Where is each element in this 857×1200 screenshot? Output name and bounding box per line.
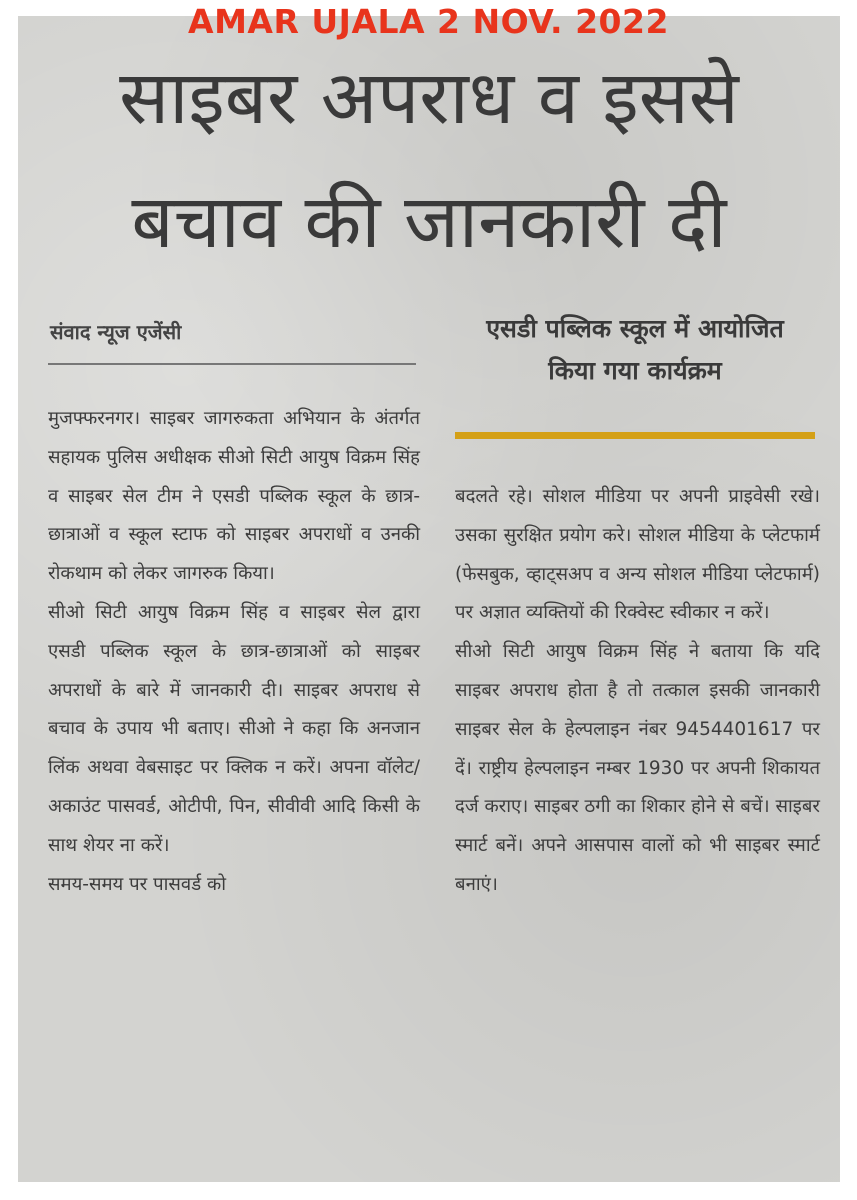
subheadline: एसडी पब्लिक स्कूल में आयोजित किया गया कार्यक्रम (486, 314, 784, 385)
headline-line-2: बचाव की जानकारी दी (131, 179, 727, 265)
byline: संवाद न्यूज एजेंसी (50, 320, 182, 344)
source-label: AMAR UJALA 2 NOV. 2022 (188, 2, 669, 41)
subheadline-accent-rule (455, 432, 815, 439)
article-column-1: मुजफ्फरनगर। साइबर जागरुकता अभियान के अंतर्गत सहायक पुलिस अधीक्षक सीओ सिटी आयुष विक्रम सिंह व साइबर सेल टीम ने एसडी पब्लिक स्कूल के छात्र-छात्राओं व स्कूल स्टाफ को साइबर अपराधों व उनकी रोकथाम को लेकर जागरुक किया। सीओ सिटी आयुष विक्रम सिंह व साइबर सेल द्वारा एसडी पब्लिक स्कूल के छात्र-छात्राओं को साइबर अपराधों के बारे में जानकारी दी। साइबर अपराध से बचाव के उपाय भी बताए। सीओ ने कहा कि अनजान लिंक अथवा वेबसाइट पर क्लिक न करें। अपना वॉलेट/अकाउंट पासवर्ड, ओटीपी, पिन, सीवीवी आदि किसी के साथ शेयर ना करें। समय-समय पर पासवर्ड को (48, 408, 420, 895)
headline-line-1: साइबर अपराध व इससे (119, 55, 739, 141)
byline-divider (48, 363, 416, 365)
article-column-2: बदलते रहे। सोशल मीडिया पर अपनी प्राइवेसी रखे। उसका सुरक्षित प्रयोग करे। सोशल मीडिया के प्लेटफार्म (फेसबुक, व्हाट्सअप व अन्य सोशल मीडिया प्लेटफार्म) पर अज्ञात व्यक्तियों की रिक्वेस्ट स्वीकार न करें। सीओ सिटी आयुष विक्रम सिंह ने बताया कि यदि साइबर अपराध होता है तो तत्काल इसकी जानकारी साइबर सेल के हेल्पलाइन नंबर 9454401617 पर दें। राष्ट्रीय हेल्पलाइन नम्बर 1930 पर अपनी शिकायत दर्ज कराए। साइबर ठगी का शिकार होने से बचें। साइबर स्मार्ट बनें। अपने आसपास वालों को भी साइबर स्मार्ट बनाएं। (455, 486, 820, 895)
